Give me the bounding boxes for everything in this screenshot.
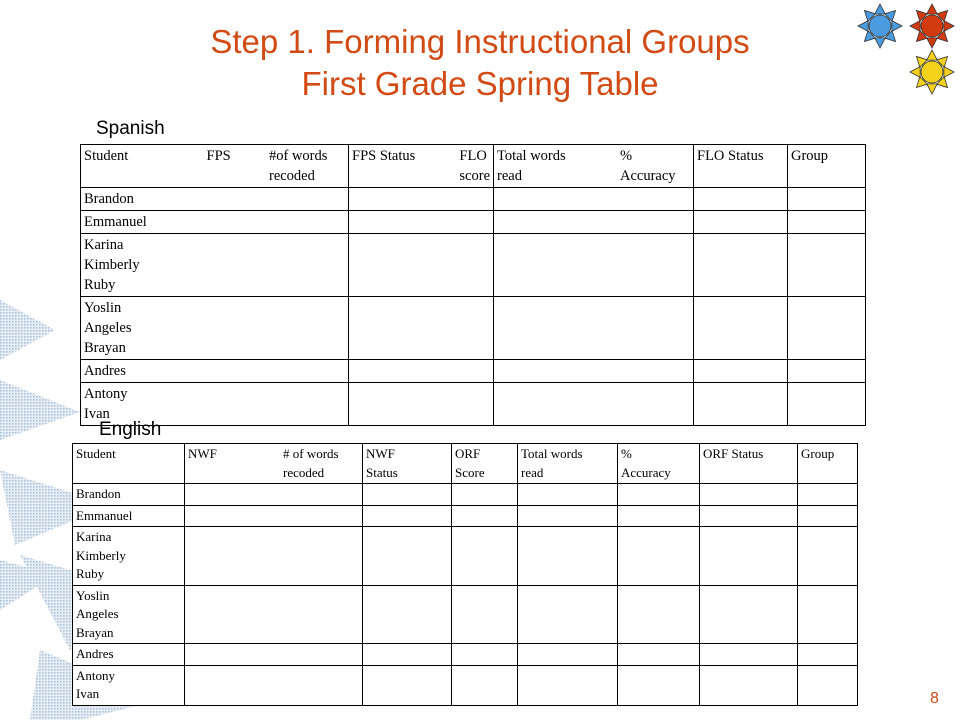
data-cell [452, 527, 518, 586]
header-group: Group [788, 145, 866, 188]
data-cell [700, 585, 798, 644]
header-accuracy: % Accuracy [620, 148, 676, 184]
student-cell: Antony Ivan [81, 383, 349, 426]
table-row [73, 527, 858, 586]
data-cell [494, 211, 694, 234]
page-subtitle: First Grade Spring Table [301, 65, 659, 102]
data-cell [788, 234, 866, 297]
header-student: Student [73, 444, 185, 484]
header-group: Group [798, 444, 858, 484]
student-cell: Emmanuel [73, 505, 185, 527]
data-cell [494, 383, 694, 426]
data-cell [518, 585, 618, 644]
data-cell [349, 297, 494, 360]
data-cell [185, 484, 363, 506]
data-cell [494, 188, 694, 211]
data-cell [694, 234, 788, 297]
header-fps-status: FPS Status [352, 148, 416, 164]
data-cell [349, 360, 494, 383]
data-cell [788, 188, 866, 211]
data-cell [185, 505, 363, 527]
data-cell [798, 527, 858, 586]
sun-icon [910, 4, 954, 48]
header-nwf: NWF [188, 446, 217, 461]
data-cell [452, 644, 518, 666]
data-cell [452, 505, 518, 527]
data-cell [700, 644, 798, 666]
header-cell [81, 145, 349, 188]
data-cell [700, 484, 798, 506]
data-cell [349, 234, 494, 297]
data-cell [518, 527, 618, 586]
table-header-row [73, 444, 858, 484]
data-cell [788, 360, 866, 383]
table-row [73, 644, 858, 666]
data-cell [618, 665, 700, 705]
data-cell [363, 505, 452, 527]
header-flo-score: FLO score [459, 148, 490, 184]
header-nwf-status: NWF Status [363, 444, 452, 484]
header-total-words: Total words read [497, 148, 566, 184]
data-cell [798, 665, 858, 705]
page-title: Step 1. Forming Instructional Groups [210, 23, 750, 60]
student-cell: Brandon [81, 188, 349, 211]
table-row [81, 297, 866, 360]
data-cell [700, 505, 798, 527]
table-row [81, 360, 866, 383]
table-header-row [81, 145, 866, 188]
data-cell [185, 585, 363, 644]
data-cell [363, 484, 452, 506]
data-cell [694, 211, 788, 234]
data-cell [363, 585, 452, 644]
student-cell: Antony Ivan [73, 665, 185, 705]
data-cell [363, 644, 452, 666]
data-cell [788, 297, 866, 360]
student-cell: Karina Kimberly Ruby [73, 527, 185, 586]
data-cell [518, 505, 618, 527]
data-cell [798, 644, 858, 666]
data-cell [452, 484, 518, 506]
table-row [81, 188, 866, 211]
header-orf-score: ORF Score [452, 444, 518, 484]
data-cell [494, 297, 694, 360]
header-total-words: Total words read [518, 444, 618, 484]
data-cell [185, 527, 363, 586]
data-cell [363, 665, 452, 705]
sun-icon [910, 50, 954, 94]
table-row [81, 383, 866, 426]
table-row [73, 505, 858, 527]
data-cell [694, 383, 788, 426]
data-cell [694, 297, 788, 360]
data-cell [349, 383, 494, 426]
data-cell [452, 585, 518, 644]
data-cell [700, 665, 798, 705]
spanish-table [80, 144, 866, 426]
header-cell [185, 444, 363, 484]
data-cell [798, 585, 858, 644]
data-cell [618, 484, 700, 506]
data-cell [452, 665, 518, 705]
student-cell: Andres [73, 644, 185, 666]
header-words-recoded: #of words recoded [268, 148, 328, 184]
header-words-recoded: # of words recoded [283, 446, 339, 480]
data-cell [694, 188, 788, 211]
data-cell [618, 644, 700, 666]
table-row [81, 211, 866, 234]
data-cell [618, 505, 700, 527]
data-cell [798, 505, 858, 527]
header-orf-status: ORF Status [700, 444, 798, 484]
data-cell [349, 188, 494, 211]
data-cell [700, 527, 798, 586]
page-number: 8 [930, 690, 939, 707]
data-cell [788, 383, 866, 426]
student-cell: Yoslin Angeles Brayan [73, 585, 185, 644]
data-cell [518, 665, 618, 705]
data-cell [618, 527, 700, 586]
data-cell [518, 484, 618, 506]
data-cell [363, 527, 452, 586]
header-student: Student [84, 148, 129, 164]
spanish-label: Spanish [96, 118, 165, 139]
english-label: English [99, 419, 162, 440]
table-row [81, 234, 866, 297]
data-cell [494, 234, 694, 297]
table-row [73, 665, 858, 705]
english-table [72, 443, 858, 706]
student-cell: Karina Kimberly Ruby [81, 234, 349, 297]
student-cell: Emmanuel [81, 211, 349, 234]
header-cell [349, 145, 494, 188]
header-accuracy: % Accuracy [618, 444, 700, 484]
header-flo-status: FLO Status [694, 145, 788, 188]
header-cell [494, 145, 694, 188]
data-cell [185, 665, 363, 705]
data-cell [185, 644, 363, 666]
header-fps: FPS [206, 148, 231, 164]
table-row [73, 585, 858, 644]
data-cell [798, 484, 858, 506]
student-cell: Andres [81, 360, 349, 383]
data-cell [494, 360, 694, 383]
data-cell [518, 644, 618, 666]
data-cell [349, 211, 494, 234]
student-cell: Brandon [73, 484, 185, 506]
table-row [73, 484, 858, 506]
student-cell: Yoslin Angeles Brayan [81, 297, 349, 360]
data-cell [694, 360, 788, 383]
data-cell [618, 585, 700, 644]
data-cell [788, 211, 866, 234]
